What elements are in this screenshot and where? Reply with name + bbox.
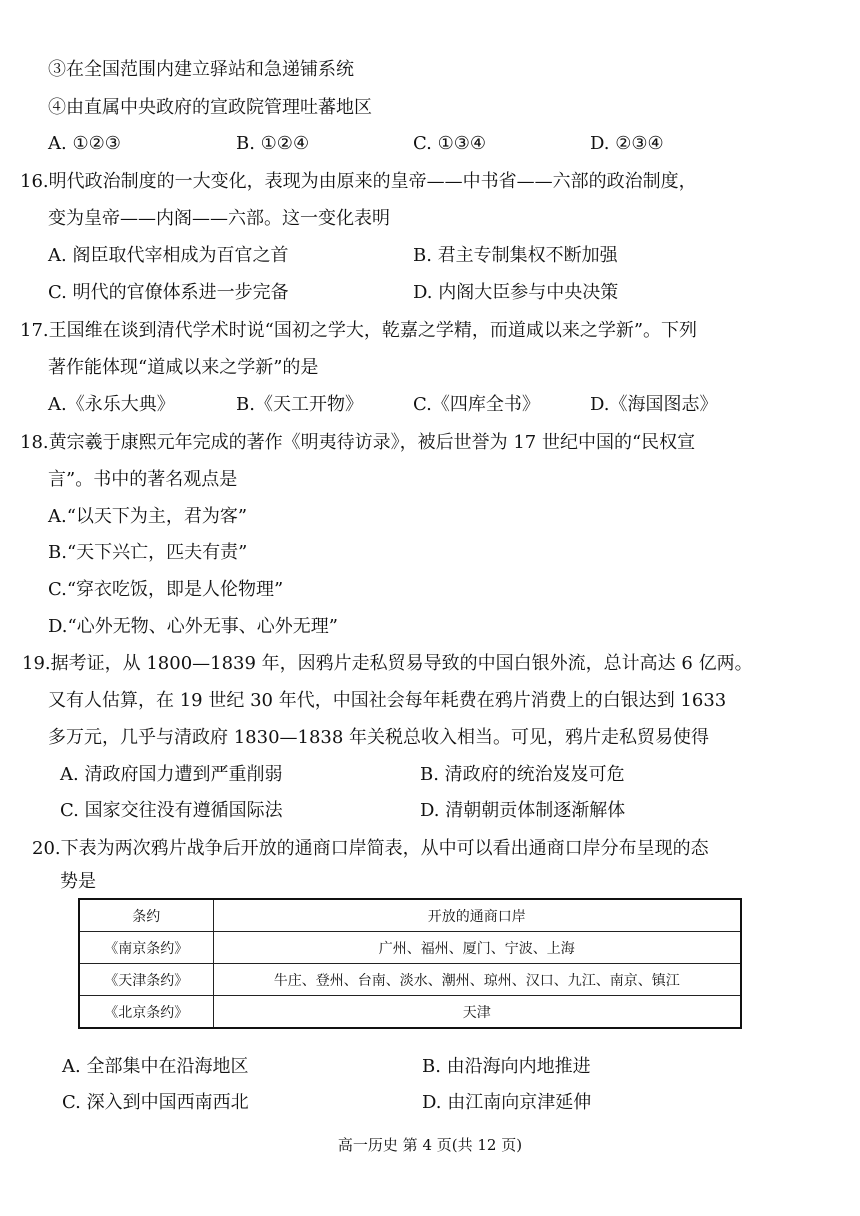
- q17-options: [48, 392, 808, 418]
- q19-stem-line2: 又有人估算，在 19 世纪 30 年代，中国社会每年耗费在鸦片消费上的白银达到 1633: [48, 690, 727, 711]
- q19-option-b: B. 清政府的统治岌岌可危: [420, 764, 625, 785]
- option-c: C. ①③④: [413, 133, 486, 154]
- option-b: B. ①②④: [236, 133, 310, 154]
- table-row: [79, 932, 741, 964]
- q17-option-b: B.《天工开物》: [236, 394, 363, 415]
- q16-option-c: C. 明代的官僚体系进一步完备: [48, 282, 289, 303]
- q17-option-a: A.《永乐大典》: [48, 394, 175, 415]
- prev-item-4: ④由直属中央政府的宣政院管理吐蕃地区: [48, 97, 372, 118]
- table-header-row: [79, 899, 741, 932]
- q16-options-row1: [48, 243, 808, 269]
- q19-stem-line3: 多万元，几乎与清政府 1830—1838 年关税总收入相当。可见，鸦片走私贸易使得: [48, 727, 710, 748]
- q20-option-c: C. 深入到中国西南西北: [62, 1092, 249, 1113]
- q17-stem-line1: 17.王国维在谈到清代学术时说“国初之学大，乾嘉之学精，而道咸以来之学新”。下列: [20, 320, 698, 341]
- header-treaty: 条约: [79, 899, 213, 932]
- q16-stem-line1: 16.明代政治制度的一大变化，表现为由原来的皇帝——中书省——六部的政治制度，: [20, 171, 697, 192]
- q19-options-row1: [60, 762, 820, 788]
- q18-option-c: C.“穿衣吃饭，即是人伦物理”: [48, 579, 284, 600]
- q20-stem-line2: 势是: [60, 871, 96, 892]
- q16-option-a: A. 阁臣取代宰相成为百官之首: [48, 245, 289, 266]
- q20-options-row2: [62, 1090, 822, 1116]
- q18-option-b: B.“天下兴亡，匹夫有责”: [48, 542, 248, 563]
- q16-option-d: D. 内阁大臣参与中央决策: [413, 282, 619, 303]
- page-footer: 高一历史 第 4 页(共 12 页): [337, 1136, 523, 1154]
- q18-stem-line2: 言”。书中的著名观点是: [48, 469, 238, 490]
- q19-option-d: D. 清朝朝贡体制逐渐解体: [420, 800, 626, 821]
- treaty-cell: 《天津条约》: [79, 964, 213, 996]
- q19-option-c: C. 国家交往没有遵循国际法: [60, 800, 283, 821]
- treaty-cell: 《南京条约》: [79, 932, 213, 964]
- q20-stem-line1: 20.下表为两次鸦片战争后开放的通商口岸简表，从中可以看出通商口岸分布呈现的态: [32, 838, 709, 859]
- header-ports: 开放的通商口岸: [213, 899, 741, 932]
- q19-option-a: A. 清政府国力遭到严重削弱: [60, 764, 283, 785]
- table-row: [79, 964, 741, 996]
- ports-cell: 广州、福州、厦门、宁波、上海: [213, 932, 741, 964]
- q20-option-a: A. 全部集中在沿海地区: [62, 1056, 249, 1077]
- prev-options: [48, 131, 808, 157]
- q20-option-b: B. 由沿海向内地推进: [422, 1056, 591, 1077]
- q16-options-row2: [48, 280, 808, 306]
- q17-option-c: C.《四库全书》: [413, 394, 540, 415]
- table-row: [79, 996, 741, 1029]
- option-d: D. ②③④: [590, 133, 664, 154]
- q17-stem-line2: 著作能体现“道咸以来之学新”的是: [48, 357, 319, 378]
- treaty-ports-table: [78, 898, 742, 1029]
- treaty-cell: 《北京条约》: [79, 996, 213, 1029]
- q17-option-d: D.《海国图志》: [590, 394, 718, 415]
- q19-stem-line1: 19.据考证，从 1800—1839 年，因鸦片走私贸易导致的中国白银外流，总计高达 6 亿两。: [22, 653, 753, 674]
- ports-cell: 天津: [213, 996, 741, 1029]
- q18-stem-line1: 18.黄宗羲于康熙元年完成的著作《明夷待访录》，被后世誉为 17 世纪中国的“民权宣: [20, 432, 696, 453]
- q20-option-d: D. 由江南向京津延伸: [422, 1092, 592, 1113]
- ports-cell: 牛庄、登州、台南、淡水、潮州、琼州、汉口、九江、南京、镇江: [213, 964, 741, 996]
- option-a: A. ①②③: [48, 133, 121, 154]
- q19-options-row2: [60, 798, 820, 824]
- prev-item-3: ③在全国范围内建立驿站和急递铺系统: [48, 59, 354, 80]
- q16-option-b: B. 君主专制集权不断加强: [413, 245, 618, 266]
- q18-option-a: A.“以天下为主，君为客”: [48, 506, 248, 527]
- q18-option-d: D.“心外无物、心外无事、心外无理”: [48, 616, 338, 637]
- q16-stem-line2: 变为皇帝——内阁——六部。这一变化表明: [48, 208, 390, 229]
- q20-options-row1: [62, 1054, 822, 1080]
